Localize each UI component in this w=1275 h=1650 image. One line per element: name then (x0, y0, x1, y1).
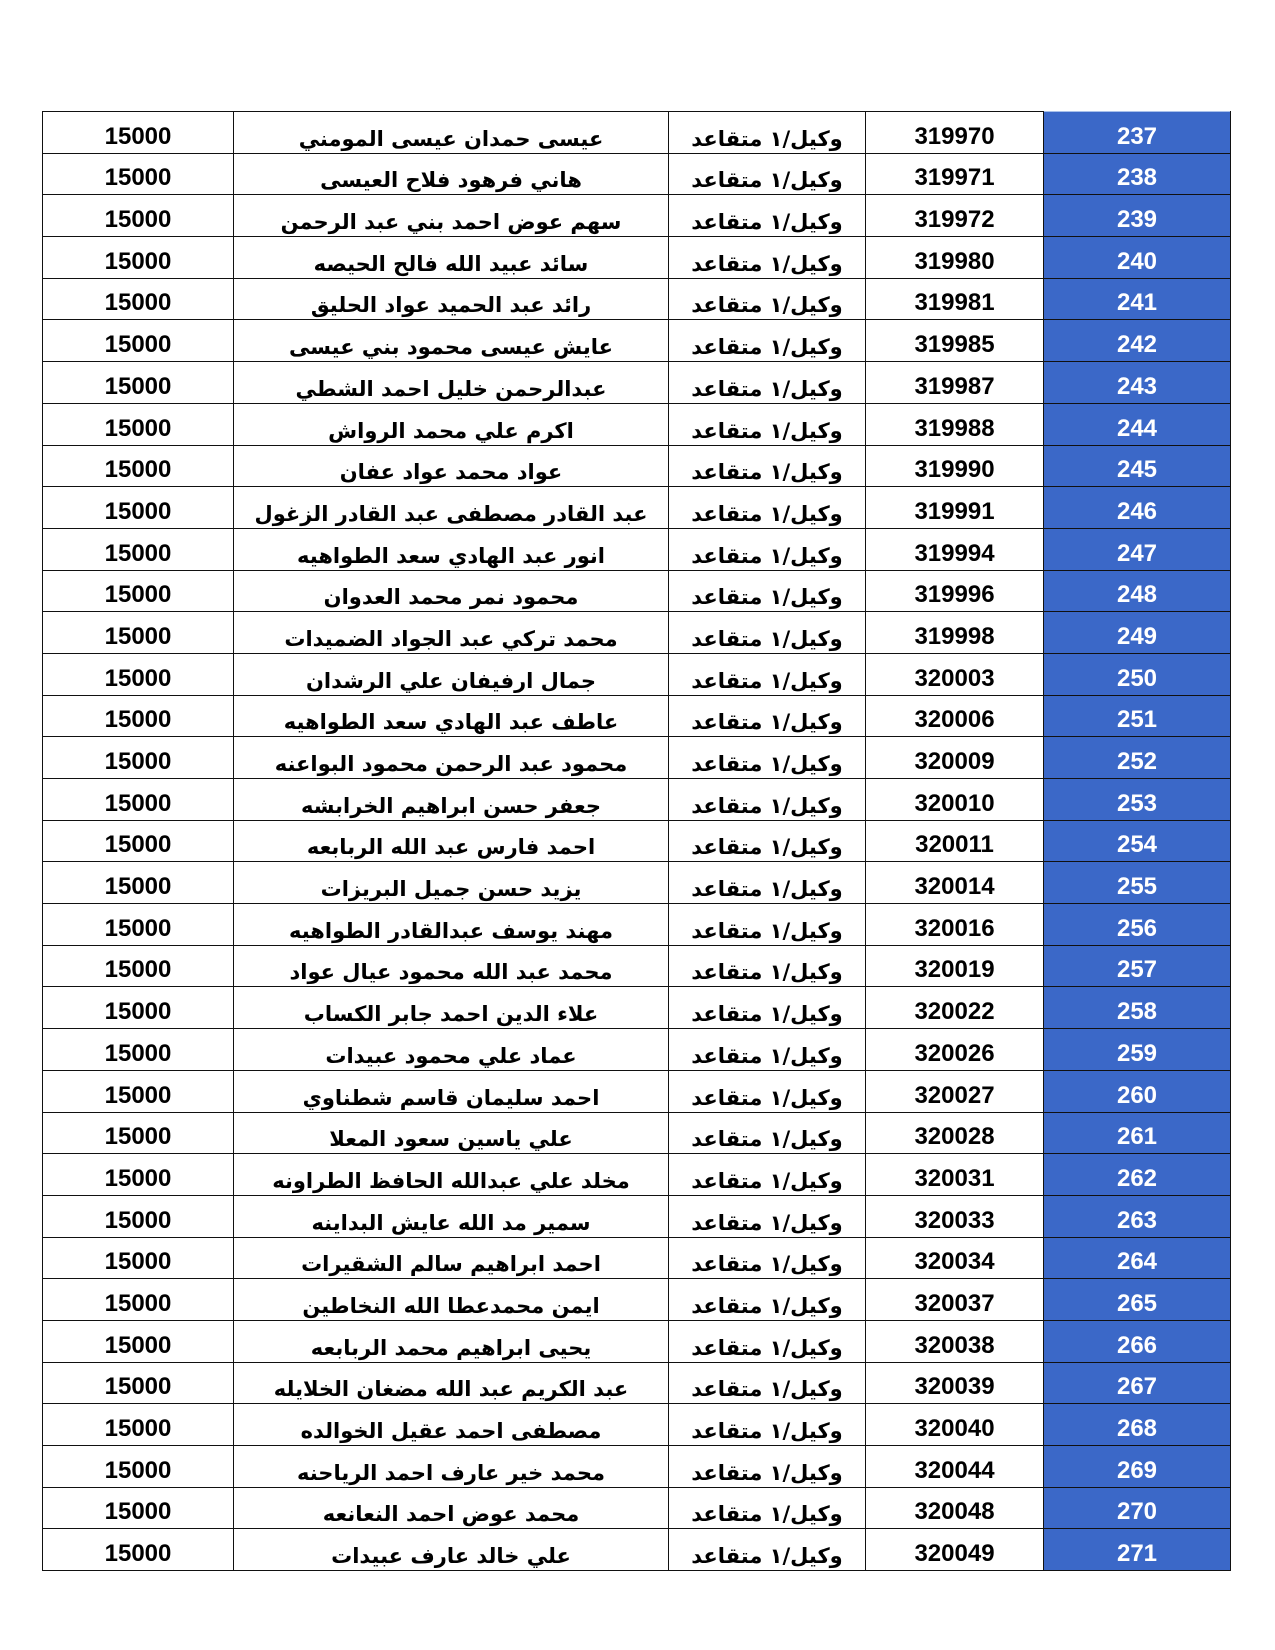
rank-status-cell: وكيل/١ متقاعد (669, 945, 866, 987)
table-row (43, 653, 1231, 695)
table-row (43, 195, 1231, 237)
table-row (43, 320, 1231, 362)
rank-status-cell: وكيل/١ متقاعد (669, 362, 866, 404)
table-row (43, 487, 1231, 529)
id-number-cell: 319985 (866, 320, 1044, 362)
amount-cell: 15000 (43, 1237, 234, 1279)
id-number-cell: 320037 (866, 1279, 1044, 1321)
id-number-cell: 320014 (866, 862, 1044, 904)
table-row (43, 1446, 1231, 1488)
name-cell: جمال ارفيفان علي الرشدان (234, 653, 669, 695)
rank-status-cell: وكيل/١ متقاعد (669, 987, 866, 1029)
amount-cell: 15000 (43, 862, 234, 904)
id-number-cell: 319998 (866, 612, 1044, 654)
id-number-cell: 320027 (866, 1070, 1044, 1112)
id-number-cell: 320039 (866, 1362, 1044, 1404)
name-cell: محمد عوض احمد النعانعه (234, 1487, 669, 1529)
name-cell: مهند يوسف عبدالقادر الطواهيه (234, 904, 669, 946)
sequence-number-cell: 243 (1044, 362, 1231, 404)
amount-cell: 15000 (43, 1112, 234, 1154)
id-number-cell: 319972 (866, 195, 1044, 237)
rank-status-cell: وكيل/١ متقاعد (669, 1237, 866, 1279)
table-row (43, 1529, 1231, 1571)
table-row (43, 153, 1231, 195)
id-number-cell: 320048 (866, 1487, 1044, 1529)
id-number-cell: 320034 (866, 1237, 1044, 1279)
name-cell: يحيى ابراهيم محمد الربابعه (234, 1320, 669, 1362)
sequence-number-cell: 271 (1044, 1529, 1231, 1571)
table-row (43, 820, 1231, 862)
id-number-cell: 319996 (866, 570, 1044, 612)
name-cell: محمد تركي عبد الجواد الضميدات (234, 612, 669, 654)
rank-status-cell: وكيل/١ متقاعد (669, 153, 866, 195)
amount-cell: 15000 (43, 445, 234, 487)
amount-cell: 15000 (43, 320, 234, 362)
name-cell: عاطف عبد الهادي سعد الطواهيه (234, 695, 669, 737)
table-row (43, 1404, 1231, 1446)
table-row (43, 695, 1231, 737)
id-number-cell: 320038 (866, 1320, 1044, 1362)
name-cell: احمد فارس عبد الله الربابعه (234, 820, 669, 862)
amount-cell: 15000 (43, 1362, 234, 1404)
amount-cell: 15000 (43, 1070, 234, 1112)
amount-cell: 15000 (43, 195, 234, 237)
id-number-cell: 320049 (866, 1529, 1044, 1571)
id-number-cell: 320040 (866, 1404, 1044, 1446)
id-number-cell: 319971 (866, 153, 1044, 195)
table-row (43, 237, 1231, 279)
rank-status-cell: وكيل/١ متقاعد (669, 1487, 866, 1529)
amount-cell: 15000 (43, 1195, 234, 1237)
amount-cell: 15000 (43, 1279, 234, 1321)
name-cell: عبد الكريم عبد الله مضغان الخلايله (234, 1362, 669, 1404)
amount-cell: 15000 (43, 695, 234, 737)
id-number-cell: 319994 (866, 528, 1044, 570)
id-number-cell: 319981 (866, 278, 1044, 320)
rank-status-cell: وكيل/١ متقاعد (669, 528, 866, 570)
id-number-cell: 320022 (866, 987, 1044, 1029)
name-cell: عبد القادر مصطفى عبد القادر الزغول (234, 487, 669, 529)
id-number-cell: 319987 (866, 362, 1044, 404)
sequence-number-cell: 258 (1044, 987, 1231, 1029)
name-cell: علي خالد عارف عبيدات (234, 1529, 669, 1571)
table-row (43, 1362, 1231, 1404)
records-table-container (42, 111, 1225, 1571)
rank-status-cell: وكيل/١ متقاعد (669, 779, 866, 821)
rank-status-cell: وكيل/١ متقاعد (669, 1529, 866, 1571)
table-row (43, 779, 1231, 821)
name-cell: عواد محمد عواد عفان (234, 445, 669, 487)
amount-cell: 15000 (43, 1029, 234, 1071)
amount-cell: 15000 (43, 1404, 234, 1446)
sequence-number-cell: 253 (1044, 779, 1231, 821)
name-cell: عبدالرحمن خليل احمد الشطي (234, 362, 669, 404)
rank-status-cell: وكيل/١ متقاعد (669, 820, 866, 862)
amount-cell: 15000 (43, 237, 234, 279)
name-cell: احمد ابراهيم سالم الشقيرات (234, 1237, 669, 1279)
name-cell: جعفر حسن ابراهيم الخرابشه (234, 779, 669, 821)
rank-status-cell: وكيل/١ متقاعد (669, 1362, 866, 1404)
table-row (43, 1487, 1231, 1529)
rank-status-cell: وكيل/١ متقاعد (669, 653, 866, 695)
name-cell: محمود عبد الرحمن محمود البواعنه (234, 737, 669, 779)
sequence-number-cell: 242 (1044, 320, 1231, 362)
id-number-cell: 320019 (866, 945, 1044, 987)
sequence-number-cell: 240 (1044, 237, 1231, 279)
table-row (43, 1237, 1231, 1279)
amount-cell: 15000 (43, 570, 234, 612)
sequence-number-cell: 268 (1044, 1404, 1231, 1446)
sequence-number-cell: 260 (1044, 1070, 1231, 1112)
table-row (43, 1279, 1231, 1321)
id-number-cell: 319991 (866, 487, 1044, 529)
id-number-cell: 320026 (866, 1029, 1044, 1071)
name-cell: سائد عبيد الله فالح الحيصه (234, 237, 669, 279)
sequence-number-cell: 252 (1044, 737, 1231, 779)
sequence-number-cell: 261 (1044, 1112, 1231, 1154)
table-row (43, 1070, 1231, 1112)
name-cell: هاني فرهود فلاح العيسى (234, 153, 669, 195)
amount-cell: 15000 (43, 612, 234, 654)
sequence-number-cell: 250 (1044, 653, 1231, 695)
id-number-cell: 320016 (866, 904, 1044, 946)
name-cell: محمد عبد الله محمود عيال عواد (234, 945, 669, 987)
sequence-number-cell: 241 (1044, 278, 1231, 320)
sequence-number-cell: 263 (1044, 1195, 1231, 1237)
id-number-cell: 319980 (866, 237, 1044, 279)
sequence-number-cell: 255 (1044, 862, 1231, 904)
id-number-cell: 319990 (866, 445, 1044, 487)
table-row (43, 403, 1231, 445)
id-number-cell: 320010 (866, 779, 1044, 821)
table-row (43, 1195, 1231, 1237)
amount-cell: 15000 (43, 737, 234, 779)
rank-status-cell: وكيل/١ متقاعد (669, 487, 866, 529)
sequence-number-cell: 239 (1044, 195, 1231, 237)
sequence-number-cell: 270 (1044, 1487, 1231, 1529)
table-row (43, 528, 1231, 570)
sequence-number-cell: 246 (1044, 487, 1231, 529)
id-number-cell: 320031 (866, 1154, 1044, 1196)
sequence-number-cell: 264 (1044, 1237, 1231, 1279)
amount-cell: 15000 (43, 112, 234, 154)
amount-cell: 15000 (43, 153, 234, 195)
name-cell: ايمن محمدعطا الله النخاطين (234, 1279, 669, 1321)
amount-cell: 15000 (43, 1529, 234, 1571)
rank-status-cell: وكيل/١ متقاعد (669, 278, 866, 320)
name-cell: اكرم علي محمد الرواش (234, 403, 669, 445)
sequence-number-cell: 267 (1044, 1362, 1231, 1404)
name-cell: محمد خير عارف احمد الرياحنه (234, 1446, 669, 1488)
table-row (43, 1320, 1231, 1362)
amount-cell: 15000 (43, 1154, 234, 1196)
name-cell: علي ياسين سعود المعلا (234, 1112, 669, 1154)
name-cell: عايش عيسى محمود بني عيسى (234, 320, 669, 362)
rank-status-cell: وكيل/١ متقاعد (669, 737, 866, 779)
name-cell: سمير مد الله عايش البداينه (234, 1195, 669, 1237)
records-table-body (43, 112, 1231, 1571)
rank-status-cell: وكيل/١ متقاعد (669, 403, 866, 445)
table-row (43, 737, 1231, 779)
records-table (42, 111, 1231, 1571)
id-number-cell: 320011 (866, 820, 1044, 862)
amount-cell: 15000 (43, 403, 234, 445)
amount-cell: 15000 (43, 1320, 234, 1362)
table-row (43, 1029, 1231, 1071)
sequence-number-cell: 265 (1044, 1279, 1231, 1321)
table-row (43, 278, 1231, 320)
amount-cell: 15000 (43, 1446, 234, 1488)
id-number-cell: 320044 (866, 1446, 1044, 1488)
name-cell: سهم عوض احمد بني عبد الرحمن (234, 195, 669, 237)
amount-cell: 15000 (43, 528, 234, 570)
sequence-number-cell: 251 (1044, 695, 1231, 737)
rank-status-cell: وكيل/١ متقاعد (669, 1029, 866, 1071)
rank-status-cell: وكيل/١ متقاعد (669, 1154, 866, 1196)
amount-cell: 15000 (43, 945, 234, 987)
amount-cell: 15000 (43, 653, 234, 695)
rank-status-cell: وكيل/١ متقاعد (669, 1279, 866, 1321)
sequence-number-cell: 237 (1044, 112, 1231, 154)
amount-cell: 15000 (43, 779, 234, 821)
rank-status-cell: وكيل/١ متقاعد (669, 1446, 866, 1488)
amount-cell: 15000 (43, 987, 234, 1029)
rank-status-cell: وكيل/١ متقاعد (669, 612, 866, 654)
amount-cell: 15000 (43, 278, 234, 320)
name-cell: مخلد علي عبدالله الحافظ الطراونه (234, 1154, 669, 1196)
rank-status-cell: وكيل/١ متقاعد (669, 1195, 866, 1237)
sequence-number-cell: 254 (1044, 820, 1231, 862)
sequence-number-cell: 245 (1044, 445, 1231, 487)
rank-status-cell: وكيل/١ متقاعد (669, 1070, 866, 1112)
table-row (43, 862, 1231, 904)
id-number-cell: 320028 (866, 1112, 1044, 1154)
amount-cell: 15000 (43, 362, 234, 404)
table-row (43, 945, 1231, 987)
rank-status-cell: وكيل/١ متقاعد (669, 1404, 866, 1446)
rank-status-cell: وكيل/١ متقاعد (669, 862, 866, 904)
table-row (43, 987, 1231, 1029)
sequence-number-cell: 262 (1044, 1154, 1231, 1196)
name-cell: عيسى حمدان عيسى المومني (234, 112, 669, 154)
name-cell: عماد علي محمود عبيدات (234, 1029, 669, 1071)
amount-cell: 15000 (43, 904, 234, 946)
table-row (43, 904, 1231, 946)
name-cell: محمود نمر محمد العدوان (234, 570, 669, 612)
sequence-number-cell: 256 (1044, 904, 1231, 946)
id-number-cell: 320033 (866, 1195, 1044, 1237)
rank-status-cell: وكيل/١ متقاعد (669, 1112, 866, 1154)
rank-status-cell: وكيل/١ متقاعد (669, 195, 866, 237)
sequence-number-cell: 266 (1044, 1320, 1231, 1362)
id-number-cell: 320003 (866, 653, 1044, 695)
sequence-number-cell: 259 (1044, 1029, 1231, 1071)
table-row (43, 1154, 1231, 1196)
sequence-number-cell: 248 (1044, 570, 1231, 612)
id-number-cell: 320006 (866, 695, 1044, 737)
rank-status-cell: وكيل/١ متقاعد (669, 570, 866, 612)
sequence-number-cell: 247 (1044, 528, 1231, 570)
rank-status-cell: وكيل/١ متقاعد (669, 695, 866, 737)
table-row (43, 362, 1231, 404)
sequence-number-cell: 269 (1044, 1446, 1231, 1488)
sequence-number-cell: 249 (1044, 612, 1231, 654)
name-cell: انور عبد الهادي سعد الطواهيه (234, 528, 669, 570)
sequence-number-cell: 244 (1044, 403, 1231, 445)
id-number-cell: 320009 (866, 737, 1044, 779)
table-row (43, 445, 1231, 487)
rank-status-cell: وكيل/١ متقاعد (669, 1320, 866, 1362)
rank-status-cell: وكيل/١ متقاعد (669, 320, 866, 362)
name-cell: مصطفى احمد عقيل الخوالده (234, 1404, 669, 1446)
sequence-number-cell: 238 (1044, 153, 1231, 195)
rank-status-cell: وكيل/١ متقاعد (669, 237, 866, 279)
id-number-cell: 319988 (866, 403, 1044, 445)
table-row (43, 112, 1231, 154)
amount-cell: 15000 (43, 487, 234, 529)
sequence-number-cell: 257 (1044, 945, 1231, 987)
amount-cell: 15000 (43, 1487, 234, 1529)
rank-status-cell: وكيل/١ متقاعد (669, 112, 866, 154)
name-cell: رائد عبد الحميد عواد الحليق (234, 278, 669, 320)
name-cell: يزيد حسن جميل البريزات (234, 862, 669, 904)
id-number-cell: 319970 (866, 112, 1044, 154)
amount-cell: 15000 (43, 820, 234, 862)
name-cell: احمد سليمان قاسم شطناوي (234, 1070, 669, 1112)
name-cell: علاء الدين احمد جابر الكساب (234, 987, 669, 1029)
rank-status-cell: وكيل/١ متقاعد (669, 445, 866, 487)
rank-status-cell: وكيل/١ متقاعد (669, 904, 866, 946)
table-row (43, 612, 1231, 654)
table-row (43, 570, 1231, 612)
table-row (43, 1112, 1231, 1154)
